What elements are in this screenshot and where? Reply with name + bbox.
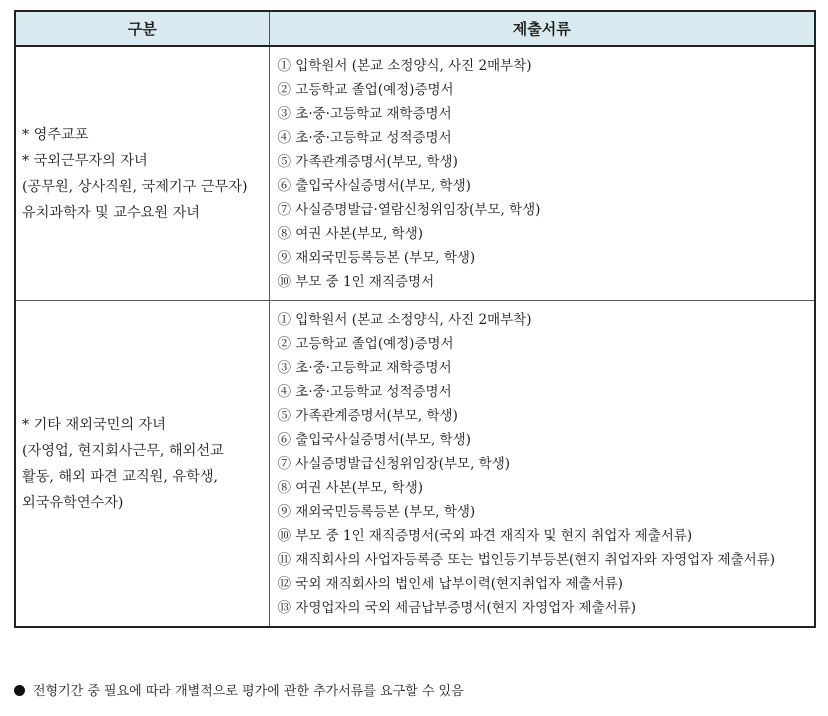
document-item: ⑦ 사실증명발급신청위임장(부모, 학생) [277,456,511,472]
footnote [14,680,464,699]
footnote-text: 전형기간 중 필요에 따라 개별적으로 평가에 관한 추가서류를 요구할 수 있음 [33,684,464,699]
document-item: ⑪ 재직회사의 사업자등록증 또는 법인등기부등본(현지 취업자와 자영업자 제출서류) [277,552,775,568]
document-item: ⑤ 가족관계증명서(부모, 학생) [277,154,458,170]
document-item: ⑩ 부모 중 1인 재직증명서(국외 파견 재직자 및 현지 취업자 제출서류) [277,528,693,544]
document-item: ⑨ 재외국민등록등본 (부모, 학생) [277,250,476,266]
category-line: 유치과학자 및 교수요원 자녀 [22,204,200,221]
table-row [15,301,815,628]
document-item: ② 고등학교 졸업(예정)증명서 [277,336,454,352]
document-item: ⑥ 출입국사실증명서(부모, 학생) [277,432,471,448]
table-header-row [15,11,815,46]
bullet-icon [14,685,25,696]
document-item: ③ 초·중·고등학교 재학증명서 [277,360,452,376]
document-item: ② 고등학교 졸업(예정)증명서 [277,82,454,98]
documents-cell [269,46,815,301]
category-line: * 국외근무자의 자녀 [22,152,148,169]
document-item: ⑫ 국외 재직회사의 법인세 납부이력(현지취업자 제출서류) [277,576,623,592]
document-item: ① 입학원서 (본교 소정양식, 사진 2매부착) [277,312,532,328]
document-item: ⑧ 여권 사본(부모, 학생) [277,226,424,242]
document-item: ⑤ 가족관계증명서(부모, 학생) [277,408,458,424]
document-item: ⑨ 재외국민등록등본 (부모, 학생) [277,504,476,520]
document-item: ④ 초·중·고등학교 성적증명서 [277,384,452,400]
category-line: * 영주교포 [22,126,89,143]
documents-cell [269,301,815,628]
document-item: ⑥ 출입국사실증명서(부모, 학생) [277,178,471,194]
document-item: ⑧ 여권 사본(부모, 학생) [277,480,424,496]
category-line: (자영업, 현지회사근무, 해외선교 [22,442,224,459]
document-item: ① 입학원서 (본교 소정양식, 사진 2매부착) [277,58,532,74]
document-item: ⑦ 사실증명발급·열람신청위임장(부모, 학생) [277,202,541,218]
document-item: ⑬ 자영업자의 국외 세금납부증명서(현지 자영업자 제출서류) [277,600,636,616]
document-item: ⑩ 부모 중 1인 재직증명서 [277,274,435,290]
documents-table [14,10,816,628]
category-line: 활동, 해외 파견 교직원, 유학생, [22,468,219,485]
category-cell [15,46,269,301]
category-cell [15,301,269,628]
table-row [15,46,815,301]
header-category: 구분 [15,11,269,46]
category-line: 외국유학연수자) [22,494,124,511]
category-line: (공무원, 상사직원, 국제기구 근무자) [22,178,248,195]
document-item: ④ 초·중·고등학교 성적증명서 [277,130,452,146]
header-documents: 제출서류 [269,11,815,46]
category-line: * 기타 재외국민의 자녀 [22,416,166,433]
document-item: ③ 초·중·고등학교 재학증명서 [277,106,452,122]
